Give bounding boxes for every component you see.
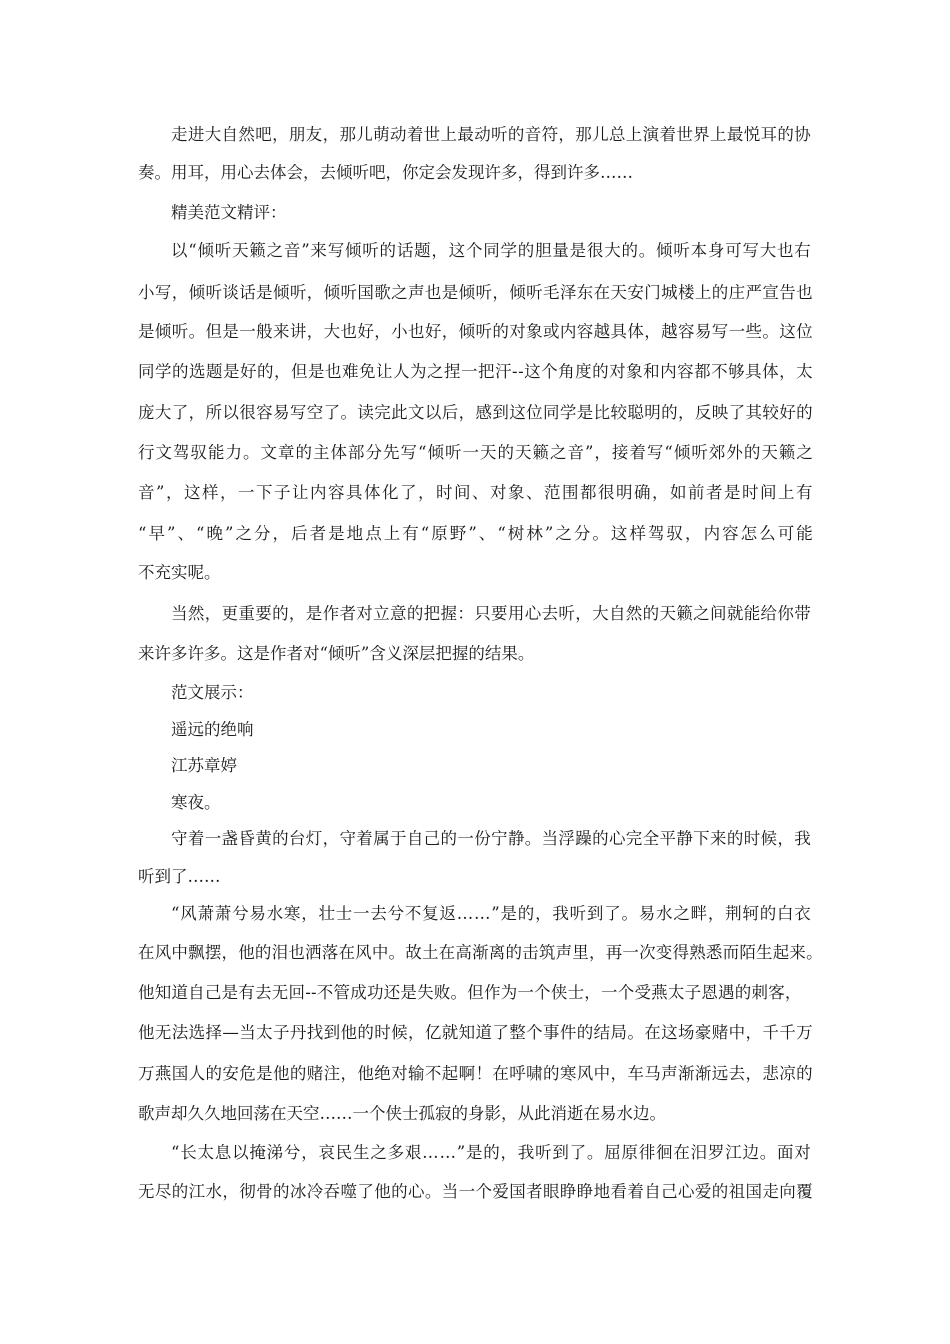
- essay-author: 江苏章婷: [171, 756, 237, 775]
- paragraph-line: 行 文 驾 驭 能 力 。 文 章 的 主 体 部 分 先 写 “ 倾 听 一 天 的 天 籁 之 音 ” ， 接 着 写 “ 倾 听 郊 外 的 天 籁 之: [138, 443, 813, 462]
- paragraph-line: “ 长 太 息 以 掩 涕 兮 ， 哀 民 生 之 多 艰 … … ” 是 的 ， 我 听 到 了 。 屈 原 徘 徊 在 汨 罗 江 边 。 面 对: [171, 1143, 811, 1162]
- paragraph-line: 守 着 一 盏 昏 黄 的 台 灯 ， 守 着 属 于 自 己 的 一 份 宁 静 。 当 浮 躁 的 心 完 全 平 静 下 来 的 时 候 ， 我: [171, 829, 811, 848]
- paragraph-line: 小 写 ， 倾 听 谈 话 是 倾 听 ， 倾 听 国 歌 之 声 也 是 倾 听 ， 倾 听 毛 泽 东 在 天 安 门 城 楼 上 的 庄 严 宣 告 也: [138, 283, 813, 302]
- paragraph-line: 听到了……: [138, 867, 221, 886]
- paragraph-line: 在 风 中 飘 摆 ， 他 的 泪 也 洒 落 在 风 中 。 故 土 在 高 渐 离 的 击 筑 声 里 ， 再 一 次 变 得 熟 悉 而 陌 生 起 来 。: [138, 943, 823, 962]
- section-heading: 范文展示：: [171, 683, 254, 702]
- paragraph-line: 不充实呢。: [138, 563, 221, 582]
- paragraph-line: 无 尽 的 江 水 ， 彻 骨 的 冰 冷 吞 噬 了 他 的 心 。 当 一 个 爱 国 者 眼 睁 睁 地 看 着 自 己 心 爱 的 祖 国 走 向 覆: [138, 1182, 813, 1201]
- section-heading: 精美范文精评：: [171, 203, 287, 222]
- paragraph-line: 走 进 大 自 然 吧 ， 朋 友 ， 那 儿 萌 动 着 世 上 最 动 听 的 音 符 ， 那 儿 总 上 演 着 世 界 上 最 悦 耳 的 协: [171, 125, 811, 144]
- paragraph-line: “ 早 ” 、 “ 晚 ” 之 分 ， 后 者 是 地 点 上 有 “ 原 野 ” 、 “ 树 林 ” 之 分 。 这 样 驾 驭 ， 内 容 怎 么 可 能: [138, 524, 813, 543]
- paragraph-line: 同 学 的 选 题 是 好 的 ， 但 是 也 难 免 让 人 为 之 捏 一 把 汗 - - 这 个 角 度 的 对 象 和 内 容 都 不 够 具 体 ， 太: [138, 362, 813, 381]
- paragraph-line: 音 ” ， 这 样 ， 一 下 子 让 内 容 具 体 化 了 ， 时 间 、 对 象 、 范 围 都 很 明 确 ， 如 前 者 是 时 间 上 有: [138, 483, 813, 502]
- paragraph-line: 他 无 法 选 择 — 当 太 子 丹 找 到 他 的 时 候 ， 亿 就 知 道 了 整 个 事 件 的 结 局 。 在 这 场 豪 赌 中 ， 千 千 万: [138, 1023, 813, 1042]
- paragraph-line: 他 知 道 自 己 是 有 去 无 回 - - 不 管 成 功 还 是 失 败 。 但 作 为 一 个 侠 士 ， 一 个 受 燕 太 子 恩 遇 的 刺 客 ，: [138, 983, 802, 1002]
- paragraph-line: 庞 大 了 ， 所 以 很 容 易 写 空 了 。 读 完 此 文 以 后 ， 感 到 这 位 同 学 是 比 较 聪 明 的 ， 反 映 了 其 较 好 的: [138, 403, 813, 422]
- paragraph-line: 奏。用耳，用心去体会，去倾听吧，你定会发现许多，得到许多……: [138, 163, 633, 182]
- paragraph-line: 是 倾 听 。 但 是 一 般 来 讲 ， 大 也 好 ， 小 也 好 ， 倾 听 的 对 象 或 内 容 越 具 体 ， 越 容 易 写 一 些 。 这 位: [138, 322, 813, 341]
- paragraph-line: 万 燕 国 人 的 安 危 是 他 的 赌 注 ， 他 绝 对 输 不 起 啊 ！ 在 呼 啸 的 寒 风 中 ， 车 马 声 渐 渐 远 去 ， 悲 凉 的: [138, 1064, 813, 1083]
- paragraph-line: 寒夜。: [171, 793, 221, 812]
- essay-title: 遥远的绝响: [171, 720, 254, 739]
- paragraph-line: 当 然 ， 更 重 要 的 ， 是 作 者 对 立 意 的 把 握 ： 只 要 用 心 去 听 ， 大 自 然 的 天 籁 之 间 就 能 给 你 带: [171, 604, 811, 623]
- paragraph-line: 以 “ 倾 听 天 籁 之 音 ” 来 写 倾 听 的 话 题 ， 这 个 同 学 的 胆 量 是 很 大 的 。 倾 听 本 身 可 写 大 也 右: [171, 241, 811, 260]
- paragraph-line: 歌声却久久地回荡在天空……一个侠士孤寂的身影，从此消逝在易水边。: [138, 1104, 666, 1123]
- paragraph-line: “ 风 萧 萧 兮 易 水 寒 ， 壮 士 一 去 兮 不 复 返 … … ” 是 的 ， 我 听 到 了 。 易 水 之 畔 ， 荆 轲 的 白 衣: [171, 904, 811, 923]
- paragraph-line: 来许多许多。这是作者对“倾听”含义深层把握的结果。: [138, 644, 535, 663]
